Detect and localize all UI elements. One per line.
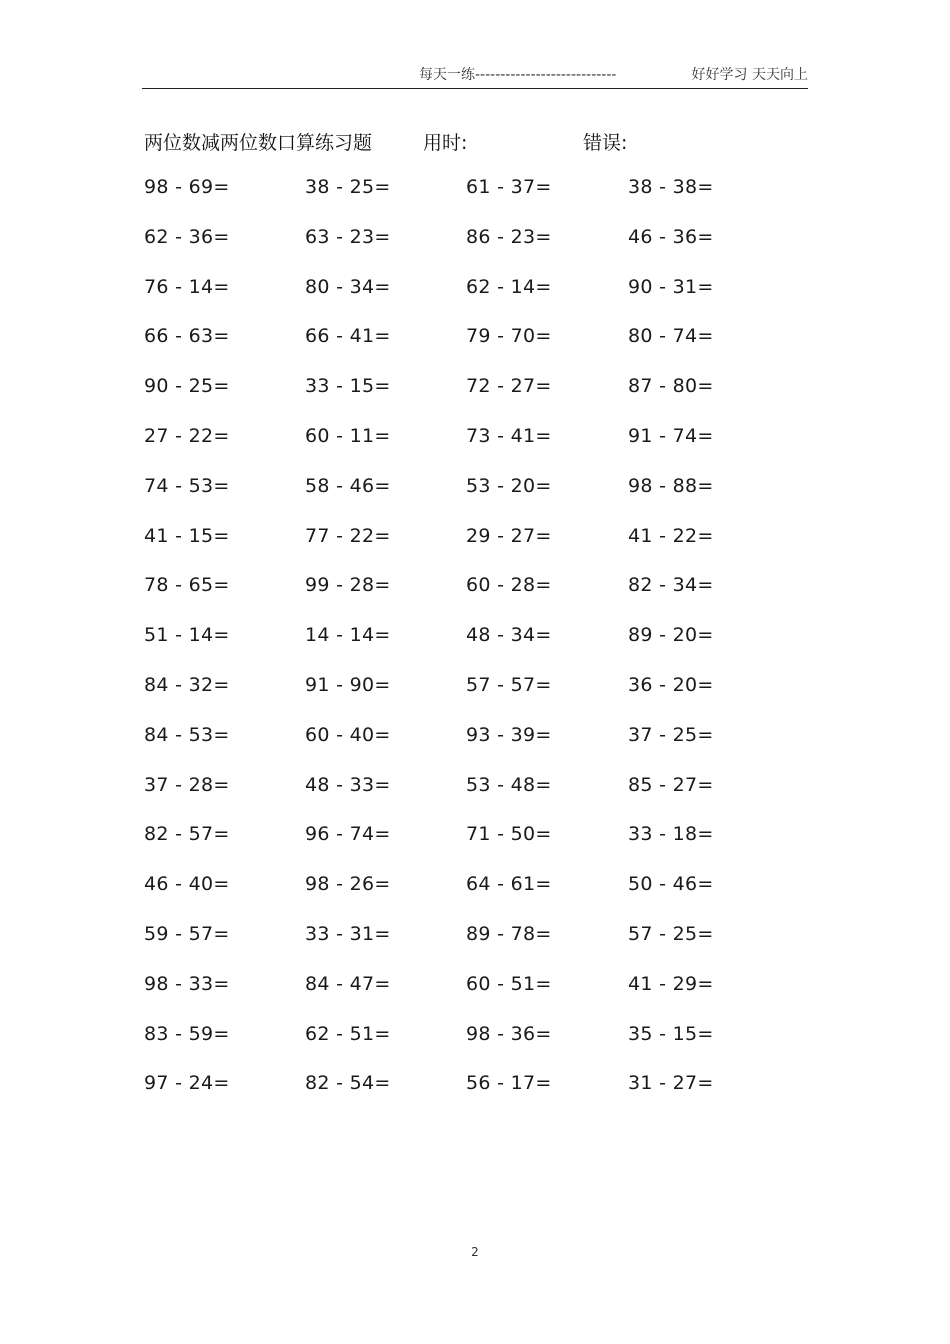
problem-item: 27 - 22=	[144, 424, 230, 447]
problem-item: 80 - 74=	[628, 325, 714, 348]
problem-item: 58 - 46=	[305, 474, 391, 497]
problem-item: 51 - 14=	[144, 624, 230, 647]
problem-item: 98 - 36=	[466, 1022, 552, 1045]
problem-item: 46 - 40=	[144, 873, 230, 896]
problem-item: 57 - 25=	[628, 922, 714, 945]
problem-item: 60 - 11=	[305, 424, 391, 447]
problem-row	[144, 226, 804, 276]
problem-item: 96 - 74=	[305, 823, 391, 846]
problem-item: 60 - 28=	[466, 574, 552, 597]
problem-row	[144, 923, 804, 973]
problem-row	[144, 325, 804, 375]
problem-row	[144, 525, 804, 575]
problem-item: 91 - 74=	[628, 424, 714, 447]
problem-item: 63 - 23=	[305, 225, 391, 248]
problem-item: 37 - 28=	[144, 773, 230, 796]
problem-item: 93 - 39=	[466, 723, 552, 746]
problem-item: 84 - 53=	[144, 723, 230, 746]
problem-row	[144, 425, 804, 475]
problem-item: 60 - 51=	[466, 972, 552, 995]
problem-item: 33 - 18=	[628, 823, 714, 846]
problem-item: 62 - 36=	[144, 225, 230, 248]
problem-item: 84 - 32=	[144, 673, 230, 696]
problem-item: 38 - 38=	[628, 176, 714, 198]
problem-item: 78 - 65=	[144, 574, 230, 597]
problem-item: 80 - 34=	[305, 275, 391, 298]
header-right-text: 好好学习 天天向上	[691, 67, 808, 83]
title-row	[144, 128, 804, 158]
problem-item: 83 - 59=	[144, 1022, 230, 1045]
problem-item: 76 - 14=	[144, 275, 230, 298]
problem-item: 98 - 33=	[144, 972, 230, 995]
problem-item: 53 - 48=	[466, 773, 552, 796]
problem-item: 87 - 80=	[628, 375, 714, 398]
problem-item: 59 - 57=	[144, 922, 230, 945]
problem-item: 33 - 31=	[305, 922, 391, 945]
problem-item: 31 - 27=	[628, 1072, 714, 1095]
problem-item: 61 - 37=	[466, 176, 552, 198]
header-divider	[142, 88, 808, 89]
problem-item: 41 - 29=	[628, 972, 714, 995]
problem-row	[144, 276, 804, 326]
problem-item: 41 - 22=	[628, 524, 714, 547]
problem-item: 85 - 27=	[628, 773, 714, 796]
problem-row	[144, 973, 804, 1023]
problem-item: 53 - 20=	[466, 474, 552, 497]
problem-item: 82 - 57=	[144, 823, 230, 846]
problem-row	[144, 823, 804, 873]
problem-item: 98 - 69=	[144, 176, 230, 198]
worksheet-title: 两位数减两位数口算练习题	[144, 132, 373, 154]
header-left-text: 每天一练----------------------------	[419, 67, 617, 83]
problem-item: 36 - 20=	[628, 673, 714, 696]
problem-item: 98 - 88=	[628, 474, 714, 497]
problem-row	[144, 574, 804, 624]
problem-item: 79 - 70=	[466, 325, 552, 348]
page-number: 2	[471, 1245, 479, 1259]
problem-item: 62 - 14=	[466, 275, 552, 298]
problem-row	[144, 1023, 804, 1073]
problem-item: 14 - 14=	[305, 624, 391, 647]
problem-item: 74 - 53=	[144, 474, 230, 497]
problem-row	[144, 674, 804, 724]
problem-item: 97 - 24=	[144, 1072, 230, 1095]
problem-item: 33 - 15=	[305, 375, 391, 398]
problem-item: 41 - 15=	[144, 524, 230, 547]
problem-row	[144, 724, 804, 774]
problem-item: 91 - 90=	[305, 673, 391, 696]
problem-row	[144, 1072, 804, 1122]
time-label: 用时:	[423, 132, 468, 154]
problem-item: 46 - 36=	[628, 225, 714, 248]
problem-item: 82 - 54=	[305, 1072, 391, 1095]
problem-item: 72 - 27=	[466, 375, 552, 398]
problem-item: 71 - 50=	[466, 823, 552, 846]
problem-item: 38 - 25=	[305, 176, 391, 198]
problem-row	[144, 873, 804, 923]
problem-row	[144, 774, 804, 824]
problem-row	[144, 176, 804, 226]
problem-item: 64 - 61=	[466, 873, 552, 896]
problem-item: 37 - 25=	[628, 723, 714, 746]
problem-item: 82 - 34=	[628, 574, 714, 597]
problem-item: 29 - 27=	[466, 524, 552, 547]
problem-item: 48 - 33=	[305, 773, 391, 796]
problem-item: 84 - 47=	[305, 972, 391, 995]
problem-item: 89 - 78=	[466, 922, 552, 945]
problem-item: 56 - 17=	[466, 1072, 552, 1095]
problem-item: 66 - 41=	[305, 325, 391, 348]
problem-item: 86 - 23=	[466, 225, 552, 248]
problem-item: 48 - 34=	[466, 624, 552, 647]
problem-item: 62 - 51=	[305, 1022, 391, 1045]
errors-label: 错误:	[583, 132, 628, 154]
problem-item: 57 - 57=	[466, 673, 552, 696]
problem-row	[144, 475, 804, 525]
problem-item: 73 - 41=	[466, 424, 552, 447]
problem-item: 90 - 25=	[144, 375, 230, 398]
problem-item: 35 - 15=	[628, 1022, 714, 1045]
problem-item: 90 - 31=	[628, 275, 714, 298]
problem-item: 89 - 20=	[628, 624, 714, 647]
problem-item: 77 - 22=	[305, 524, 391, 547]
problem-item: 60 - 40=	[305, 723, 391, 746]
page-header	[142, 64, 808, 86]
problem-item: 50 - 46=	[628, 873, 714, 896]
problem-row	[144, 624, 804, 674]
problem-grid	[144, 176, 804, 1122]
problem-item: 98 - 26=	[305, 873, 391, 896]
problem-item: 99 - 28=	[305, 574, 391, 597]
problem-item: 66 - 63=	[144, 325, 230, 348]
problem-row	[144, 375, 804, 425]
